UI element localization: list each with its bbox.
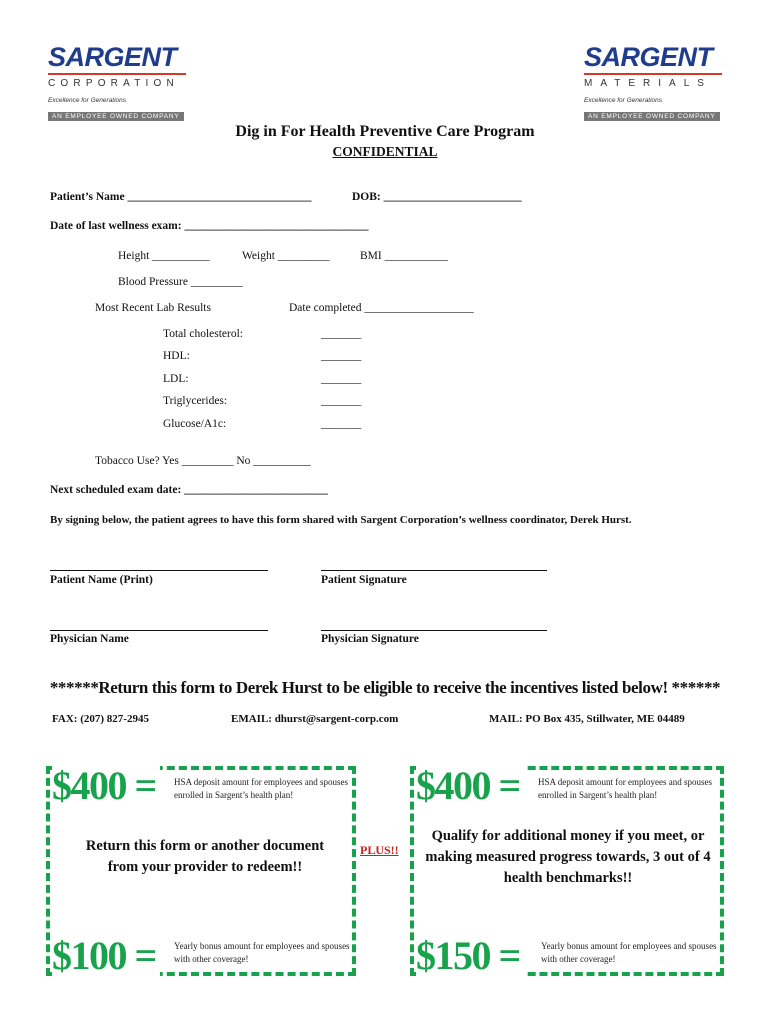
lab-ldl-blank[interactable]: _______	[321, 373, 362, 385]
logo-wordmark: SARGENT	[584, 42, 713, 72]
logo-owned-bar: AN EMPLOYEE OWNED COMPANY	[48, 112, 184, 121]
sargent-materials-logo	[584, 44, 722, 123]
right-bonus-amount: $150 =	[416, 936, 524, 976]
left-hsa-amount: $400 =	[52, 766, 160, 806]
right-hsa-desc: HSA deposit amount for employees and spouses enrolled in Sargent’s health plan!	[538, 777, 712, 800]
confidential-label: CONFIDENTIAL	[332, 144, 438, 159]
lab-triglycerides-blank[interactable]: _______	[321, 395, 362, 407]
sargent-corporation-logo	[48, 44, 186, 123]
logo-subtitle: MATERIALS	[584, 78, 712, 89]
logo-owned-bar: AN EMPLOYEE OWNED COMPANY	[584, 112, 720, 121]
last-wellness-exam-field[interactable]: Date of last wellness exam: ________________________________	[50, 220, 369, 232]
weight-field[interactable]: Weight _________	[242, 250, 330, 262]
physician-name-line[interactable]	[50, 630, 268, 631]
logo-tagline: Excellence for Generations	[48, 97, 127, 104]
physician-name-label: Physician Name	[50, 633, 129, 645]
mail-address: MAIL: PO Box 435, Stillwater, ME 04489	[489, 713, 685, 725]
date-completed-field[interactable]: Date completed ___________________	[289, 302, 474, 314]
return-form-banner: ******Return this form to Derek Hurst to be eligible to receive the incentives listed below! ******	[49, 678, 721, 697]
left-bonus-amount: $100 =	[52, 936, 160, 976]
height-field[interactable]: Height __________	[118, 250, 210, 262]
fax-number: FAX: (207) 827-2945	[52, 713, 149, 725]
plus-label: PLUS!!	[360, 843, 399, 857]
patient-name-line[interactable]	[50, 570, 268, 571]
lab-total-cholesterol-blank[interactable]: _______	[321, 328, 362, 340]
logo-rule	[48, 73, 186, 75]
lab-total-cholesterol-label: Total cholesterol:	[163, 328, 243, 340]
logo-wordmark: SARGENT	[48, 42, 177, 72]
patient-signature-label: Patient Signature	[321, 574, 407, 586]
blood-pressure-field[interactable]: Blood Pressure _________	[118, 276, 243, 288]
lab-glucose-blank[interactable]: _______	[321, 418, 362, 430]
left-redeem-text: Return this form or another document from your provider to redeem!!	[85, 838, 325, 875]
left-hsa-desc: HSA deposit amount for employees and spouses enrolled in Sargent’s health plan!	[174, 777, 348, 800]
patient-signature-line[interactable]	[321, 570, 547, 571]
logo-rule	[584, 73, 722, 75]
left-bonus-desc: Yearly bonus amount for employees and spouses with other coverage!	[174, 941, 350, 964]
physician-signature-line[interactable]	[321, 630, 547, 631]
lab-results-label: Most Recent Lab Results	[95, 302, 211, 314]
bmi-field[interactable]: BMI ___________	[360, 250, 448, 262]
patient-name-field[interactable]: Patient’s Name ________________________________	[50, 191, 312, 203]
lab-glucose-label: Glucose/A1c:	[163, 418, 227, 430]
physician-signature-label: Physician Signature	[321, 633, 419, 645]
patient-name-label: Patient Name (Print)	[50, 574, 153, 586]
email-address[interactable]: EMAIL: dhurst@sargent-corp.com	[231, 713, 399, 725]
right-hsa-amount: $400 =	[416, 766, 524, 806]
lab-hdl-label: HDL:	[163, 350, 190, 362]
lab-triglycerides-label: Triglycerides:	[163, 395, 228, 407]
lab-hdl-blank[interactable]: _______	[321, 350, 362, 362]
dob-field[interactable]: DOB: ________________________	[352, 191, 522, 203]
next-exam-field[interactable]: Next scheduled exam date: _________________________	[50, 484, 328, 496]
right-bonus-desc: Yearly bonus amount for employees and spouses with other coverage!	[541, 941, 717, 964]
consent-statement: By signing below, the patient agrees to have this form shared with Sargent Corporation’s wellness coordinator, Derek Hurst.	[50, 514, 632, 526]
logo-subtitle: CORPORATION	[48, 78, 179, 89]
logo-tagline: Excellence for Generations	[584, 97, 663, 104]
right-qualify-text: Qualify for additional money if you meet, or making measured progress towards, 3 out of 4 health benchmarks!!	[425, 828, 711, 886]
tobacco-use-field[interactable]: Tobacco Use? Yes _________ No __________	[95, 455, 311, 467]
lab-ldl-label: LDL:	[163, 373, 189, 385]
page-title: Dig in For Health Preventive Care Program	[235, 123, 535, 140]
